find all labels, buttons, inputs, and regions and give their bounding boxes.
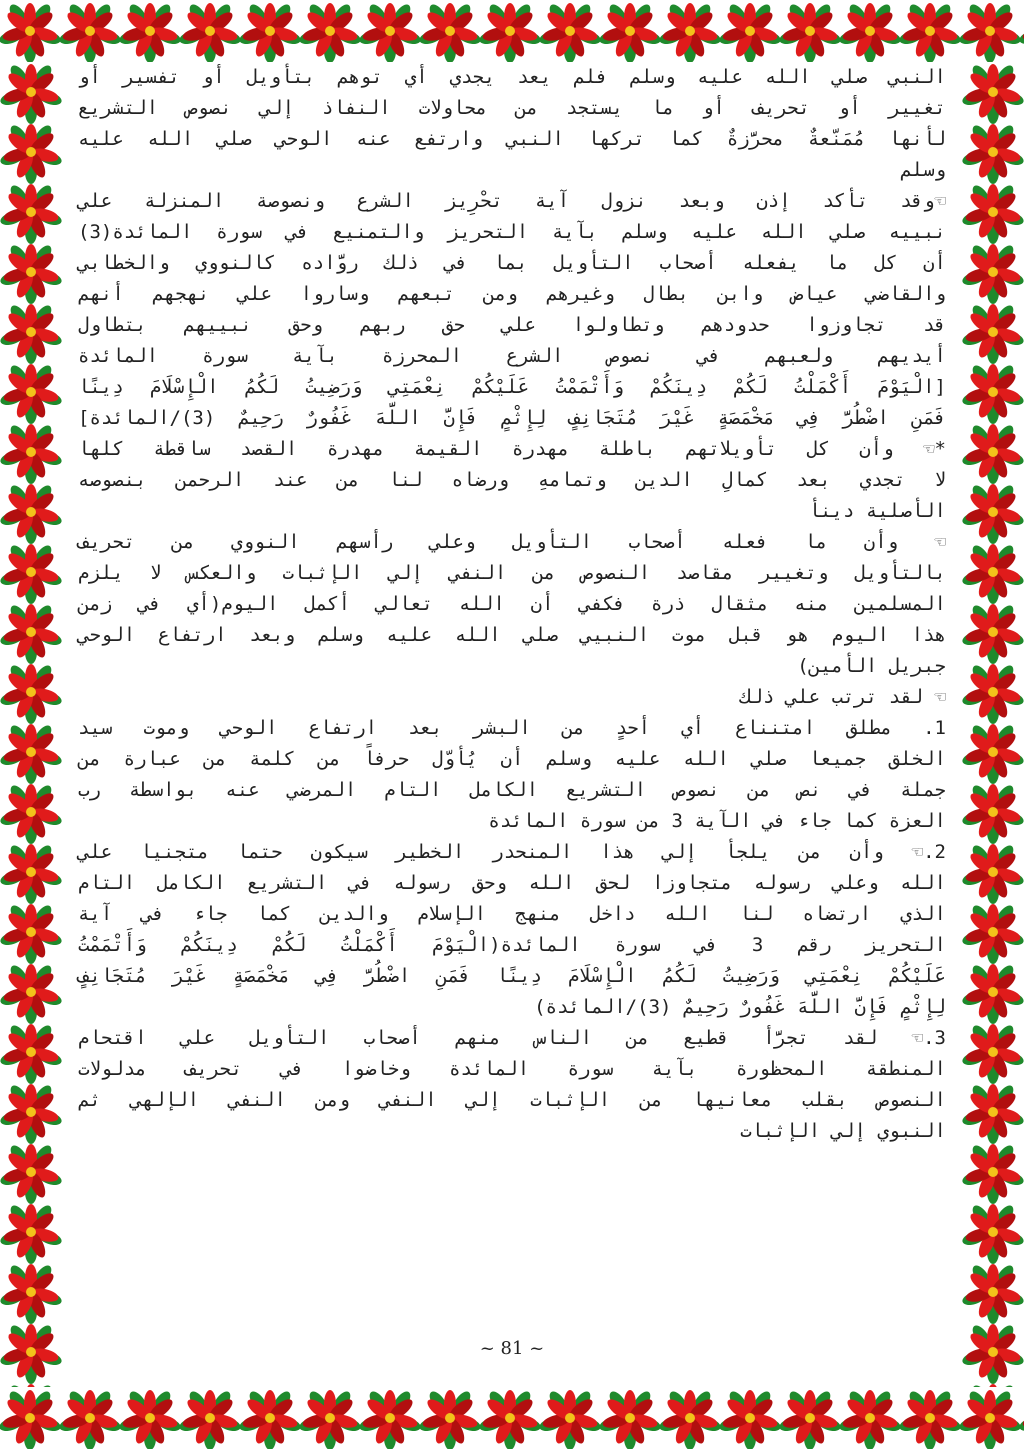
text-line: الأصلية دينأ <box>808 500 946 522</box>
poinsettia-icon <box>0 1387 1024 1449</box>
text-line: العزة كما جاء في الآية 3 من سورة المائدة <box>488 810 946 832</box>
text-line: النبوي إلي الإثبات <box>740 1120 946 1142</box>
text-line: جبريل الأمين) <box>797 655 946 677</box>
quran-verse-line: لِإِثْمٍ فَإِنَّ اللَّهَ غَفُورٌ رَحِيمٌ (3)/المائدة) <box>534 996 946 1018</box>
text-line: أن كل ما يفعله أصحاب التأويل بما في ذلك روَّاده كالنووي والخطابي <box>78 252 946 274</box>
border-left <box>0 62 62 1387</box>
text-line: أيديهم ولعبهم في نصوص الشرع المحرزة بآية سورة المائدة <box>78 345 946 367</box>
text-line: وسلم <box>900 159 946 181</box>
numbered-item: 3.☜ لقد تجرَّأ قطيع من الناس منهم أصحاب التأويل علي اقتحام <box>78 1027 946 1049</box>
border-bottom <box>0 1387 1024 1449</box>
poinsettia-icon <box>0 62 62 1387</box>
quran-verse-line: عَلَيْكُمْ نِعْمَتِي وَرَضِيتُ لَكُمُ الْإِسْلَامَ دِينًا فَمَنِ اضْطُرَّ فِي مَخْمَصَةٍ غَيْرَ مُتَجَانِفٍ <box>78 965 946 987</box>
page-body <box>78 62 946 1352</box>
border-right <box>962 62 1024 1387</box>
text-line: الله وعلي رسوله متجاوزا لحق الله وحق رسوله في التشريع الكامل التام <box>78 872 946 894</box>
text-line: لا تجدي بعد كمالِ الدين وتمامهِ ورضاه لنا من عند الرحمن بنصوصه <box>78 469 946 491</box>
page-number: ~ 81 ~ <box>479 1338 545 1359</box>
text-line: هذا اليوم هو قبل موت النبيي صلي الله عليه وسلم وبعد ارتفاع الوحي <box>78 624 946 646</box>
numbered-item: 1. مطلق امتنناع أي أحدٍ من البشر بعد ارتفاع الوحي وموت سيد <box>78 717 946 739</box>
text-line: ☜ وأن ما فعله أصحاب التأويل وعلي رأسهم النووي من تحريف <box>78 531 946 553</box>
text-line: جملة في نص من نصوص التشريع الكامل التام المرضي عنه بواسطة رب <box>78 779 946 801</box>
text-line: المسلمين منه مثقال ذرة فكفي أن الله تعالي أكمل اليوم(أي في زمن <box>78 593 946 615</box>
text-line: المنطقة المحظورة بآية سورة المائدة وخاضوا في تحريف مدلولات <box>78 1058 946 1080</box>
quran-verse-line: [الْيَوْمَ أَكْمَلْتُ لَكُمْ دِينَكُمْ وَأَتْمَمْتُ عَلَيْكُمْ نِعْمَتِي وَرَضِيتُ لَكُمُ الْإِسْلَامَ دِينًا <box>78 376 946 398</box>
poinsettia-icon <box>0 0 1024 62</box>
text-line: نبييه صلي الله عليه وسلم بآية التحريز والتمنيع في سورة المائدة(3) <box>78 221 946 243</box>
quran-verse-line: فَمَنِ اضْطُرَّ فِي مَخْمَصَةٍ غَيْرَ مُتَجَانِفٍ لِإِثْمٍ فَإِنَّ اللَّهَ غَفُورٌ رَحِيمٌ (3)/المائدة] <box>78 407 946 429</box>
text-line: تغيير أو تحريف أو ما يستجد من محاولات النفاذ إلي نصوص التشريع <box>78 97 946 119</box>
numbered-item: 2.☜ وأن من يلجأ إلي هذا المنحدر الخطير سيكون حتما متجنيا علي <box>78 841 946 863</box>
text-line: الخلق جميعا صلي الله عليه وسلم أن يُأوّل حرفاً من كلمة من عبارة من <box>78 748 946 770</box>
text-line: الذي ارتضاه لنا الله داخل منهج الإسلام والدين كما جاء في آية <box>78 903 946 925</box>
text-line: ☜وقد تأكد إذن وبعد نزول آية تحْرِيز الشرع ونصوصة المنزلة علي <box>78 190 946 212</box>
text-line: بالتأويل وتغيير مقاصد النصوص من النفي إلي الإثبات والعكس لا يلزم <box>78 562 946 584</box>
text-line: التحريز رقم 3 في سورة المائدة(الْيَوْمَ أَكْمَلْتُ لَكُمْ دِينَكُمْ وَأَتْمَمْتُ <box>78 934 946 956</box>
text-line: قد تجاوزوا حدودهم وتطاولوا علي حق ربهم وحق نبييهم بتطاول <box>78 314 946 336</box>
text-line: ☜ لقد ترتب علي ذلك <box>740 686 946 708</box>
text-line: النصوص بقلب معانيها من الإثبات إلي النفي ومن النفي الإلهي ثم <box>78 1089 946 1111</box>
text-line: والقاضي عياض وابن بطال وغيرهم ومن تبعهم وساروا علي نهجهم أنهم <box>78 283 946 305</box>
text-line: *☜ وأن كل تأويلاتهم باطلة مهدرة القيمة مهدرة القصد ساقطة كلها <box>78 438 946 460</box>
text-line: لأنها مُمَنّعةٌ محرَّزةٌ كما تركها النبي وارتفع عنه الوحي صلي الله عليه <box>78 128 946 150</box>
text-line: النبي صلي الله عليه وسلم فلم يعد يجدي أي توهم بتأويل أو تفسير أو <box>78 66 946 88</box>
poinsettia-icon <box>962 62 1024 1387</box>
border-top <box>0 0 1024 62</box>
